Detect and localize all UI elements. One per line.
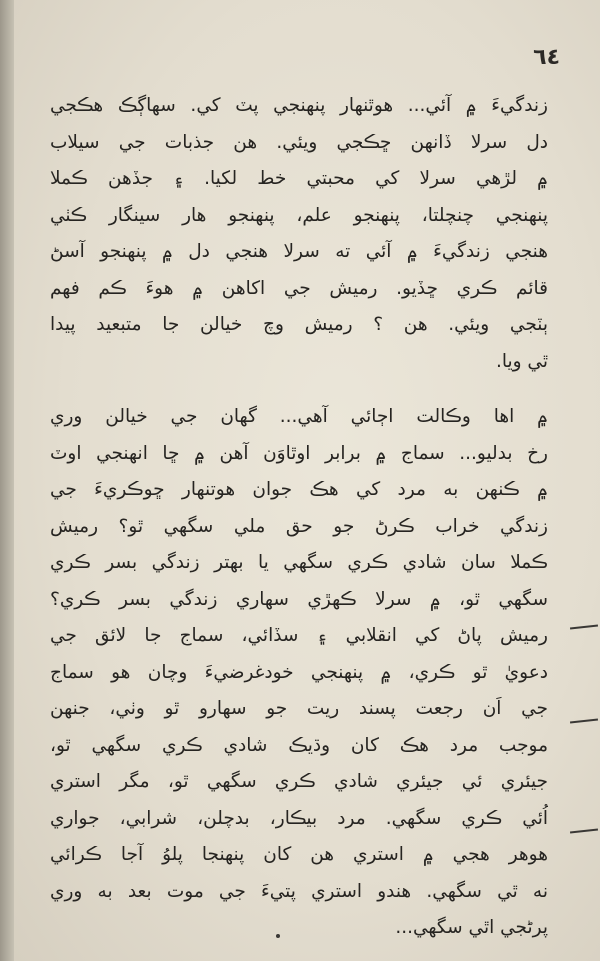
page-dot — [276, 934, 280, 938]
text-line: زندگيءَ ۾ آئي... هوٿنهار پنهنجي پٽ کي. سهاڳڪ هڪجي — [50, 95, 548, 116]
text-line: اُئي ڪري سگهي. مرد بيڪار، بدچلن، شرابي، جواري — [50, 807, 548, 829]
book-page — [14, 0, 600, 961]
text-line: جي اَن رجعت پسند ريت جو سهارو ٿو وٺي، جنهن — [50, 698, 548, 719]
text-line: جيئري ئي جيئري شادي ڪري سگهي ٿو، مگر استري — [50, 771, 548, 792]
text-line: ٻٽجي ويئي. هن ؟ رميش وچ خيالن جا متبعيد پيدا — [50, 314, 548, 335]
body-text — [50, 88, 548, 947]
text-line: هنجي زندگيءَ ۾ آئي ته سرلا هنجي دل ۾ پنهنجو آسڻ — [50, 241, 548, 262]
text-line: رخ بدليو... سماج ۾ برابر اوٿاوَن آهن ۾ ڇا انهنجي اوٽ — [50, 442, 548, 464]
text-line: موجب مرد هڪ کان وڌيڪ شادي ڪري سگهي ٿو، — [50, 734, 548, 756]
text-line: پنهنجي چنچلتا، پنهنجو علم، پنهنجو هار سينگار ڪٺي — [50, 204, 548, 226]
text-line: هوهر هجي ۾ استري هن کان پنهنجا پلوُ آجا ڪرائي — [50, 844, 548, 865]
text-line: قائم ڪري ڇڏيو. رميش جي اکاهن ۾ هوءَ ڪم فهم — [50, 277, 548, 299]
text-line: پرڻجي اٿي سگهي... — [395, 917, 548, 938]
paragraph-gap — [50, 380, 548, 399]
text-line: نه ٿي سگهي. هندو استري پتيءَ جي موت بعد به وري — [50, 880, 548, 902]
margin-annotation-mark — [570, 625, 598, 630]
text-line: ٿي ويا. — [495, 350, 548, 372]
text-line: سگهي ٿو، ۾ سرلا ڪهڙي سهاري زندگي بسر ڪري؟ — [50, 588, 548, 610]
margin-annotation-mark — [570, 829, 598, 834]
text-line: دل سرلا ڏانهن ڇڪجي ويئي. هن جذبات جي سيلاب — [50, 131, 548, 153]
text-line: زندگي خراب ڪرڻ جو حق ملي سگهي ٿو؟ رميش — [50, 515, 548, 537]
text-line: دعويٰ ٿو ڪري، ۾ پنهنجي خودغرضيءَ وچان هو سماج — [50, 661, 548, 683]
text-line: ڪملا سان شادي ڪري سگهي يا بهتر زندگي بسر ڪري — [50, 552, 548, 573]
text-line: رميش پاڻ کي انقلابي ۽ سڏائي، سماج جا لائق جي — [50, 625, 548, 646]
text-line: ۾ لڙهي سرلا کي محبتي خط لکيا. ۽ جڏهن ڪملا — [50, 168, 548, 189]
text-line: ۾ ڪنهن به مرد کي هڪ جوان هوتنهار ڇوڪريءَ جي — [50, 479, 548, 500]
page-number: ٦٤ — [533, 45, 560, 70]
margin-annotation-mark — [570, 719, 598, 724]
text-line: ۾ اها وڪالت اڄائي آهي... گهان جي خيالن وري — [50, 406, 548, 427]
